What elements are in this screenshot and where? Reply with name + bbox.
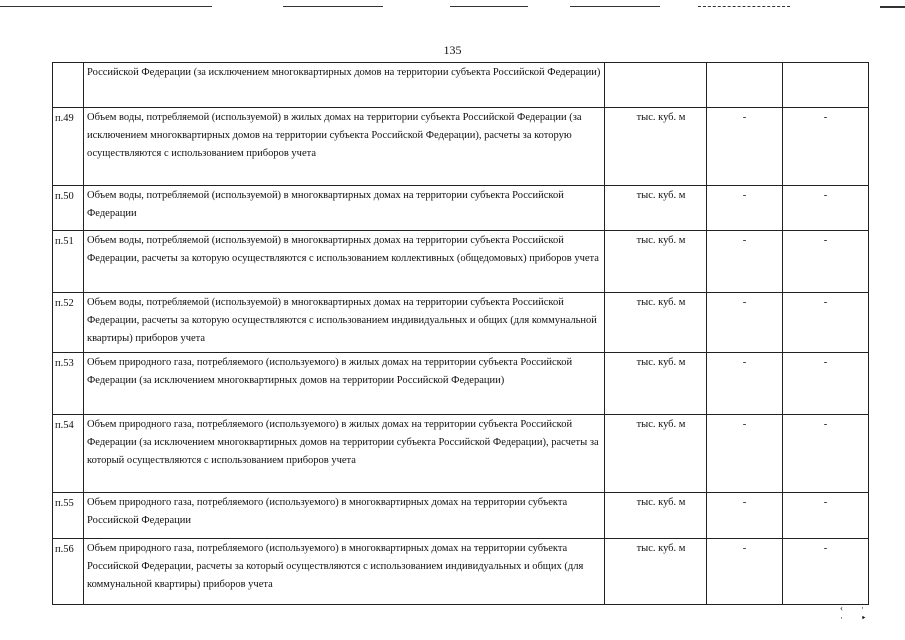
row-unit: тыс. куб. м (605, 415, 707, 493)
top-rule-5 (698, 6, 790, 7)
row-value-2: - (783, 415, 869, 493)
table-row (53, 353, 869, 415)
page-number: 135 (443, 43, 462, 57)
row-description: Объем воды, потребляемой (используемой) в многоквартирных домах на территории субъекта Российской Федерации, расчеты за которую осуществляются с использованием индивидуальных и общих (для коммунальной квартиры) приборов учета (84, 293, 605, 353)
indicator-table (52, 62, 869, 605)
corner-marks: ‹· ·‣ (840, 603, 885, 623)
row-number: п.50 (53, 186, 84, 231)
row-description: Объем воды, потребляемой (используемой) в многоквартирных домах на территории субъекта Российской Федерации (84, 186, 605, 231)
row-number: п.52 (53, 293, 84, 353)
row-value-1: - (707, 353, 783, 415)
row-value-2 (783, 63, 869, 108)
row-value-1 (707, 63, 783, 108)
row-number: п.53 (53, 353, 84, 415)
row-number: п.56 (53, 539, 84, 605)
row-number: п.55 (53, 493, 84, 539)
table-row (53, 539, 869, 605)
top-rule-2 (283, 6, 383, 7)
row-number (53, 63, 84, 108)
row-unit: тыс. куб. м (605, 186, 707, 231)
row-unit: тыс. куб. м (605, 293, 707, 353)
row-value-1: - (707, 231, 783, 293)
row-unit: тыс. куб. м (605, 353, 707, 415)
table-row (53, 231, 869, 293)
top-rule-6 (880, 6, 905, 8)
row-description: Объем природного газа, потребляемого (используемого) в многоквартирных домах на территории субъекта Российской Федерации (84, 493, 605, 539)
indicator-table-body (53, 63, 869, 605)
row-value-1: - (707, 186, 783, 231)
row-unit: тыс. куб. м (605, 108, 707, 186)
row-value-2: - (783, 493, 869, 539)
row-value-2: - (783, 539, 869, 605)
row-value-1: - (707, 293, 783, 353)
row-description: Объем воды, потребляемой (используемой) в жилых домах на территории субъекта Российской Федерации (за исключением многоквартирных домов на территории субъекта Российской Федерации), расчеты за которую осуществляются с использованием приборов учета (84, 108, 605, 186)
row-description: Российской Федерации (за исключением многоквартирных домов на территории субъекта Российской Федерации) (84, 63, 605, 108)
row-unit: тыс. куб. м (605, 231, 707, 293)
table-row (53, 293, 869, 353)
table-row (53, 63, 869, 108)
top-rule-1 (0, 6, 212, 7)
row-number: п.49 (53, 108, 84, 186)
table-row (53, 186, 869, 231)
row-description: Объем природного газа, потребляемого (используемого) в жилых домах на территории субъекта Российской Федерации (за исключением многоквартирных домов на территории Российской Федерации) (84, 353, 605, 415)
top-rule-4 (570, 6, 660, 7)
table-row (53, 108, 869, 186)
row-description: Объем воды, потребляемой (используемой) в многоквартирных домах на территории субъекта Российской Федерации, расчеты за которую осуществляются с использованием коллективных (общедомовых) приборов учета (84, 231, 605, 293)
row-value-1: - (707, 108, 783, 186)
row-value-2: - (783, 293, 869, 353)
table-row (53, 493, 869, 539)
row-value-1: - (707, 539, 783, 605)
top-rule-3 (450, 6, 528, 7)
row-value-2: - (783, 231, 869, 293)
row-value-2: - (783, 186, 869, 231)
row-value-2: - (783, 353, 869, 415)
row-unit: тыс. куб. м (605, 539, 707, 605)
row-value-1: - (707, 415, 783, 493)
row-number: п.51 (53, 231, 84, 293)
row-description: Объем природного газа, потребляемого (используемого) в многоквартирных домах на территории субъекта Российской Федерации, расчеты за который осуществляются с использованием индивидуальных и общих (для коммунальной квартиры) приборов учета (84, 539, 605, 605)
row-description: Объем природного газа, потребляемого (используемого) в жилых домах на территории субъекта Российской Федерации (за исключением многоквартирных домов на территории субъекта Российской Федерации), расчеты за который осуществляются с использованием приборов учета (84, 415, 605, 493)
row-unit (605, 63, 707, 108)
row-unit: тыс. куб. м (605, 493, 707, 539)
row-value-2: - (783, 108, 869, 186)
row-number: п.54 (53, 415, 84, 493)
row-value-1: - (707, 493, 783, 539)
table-row (53, 415, 869, 493)
